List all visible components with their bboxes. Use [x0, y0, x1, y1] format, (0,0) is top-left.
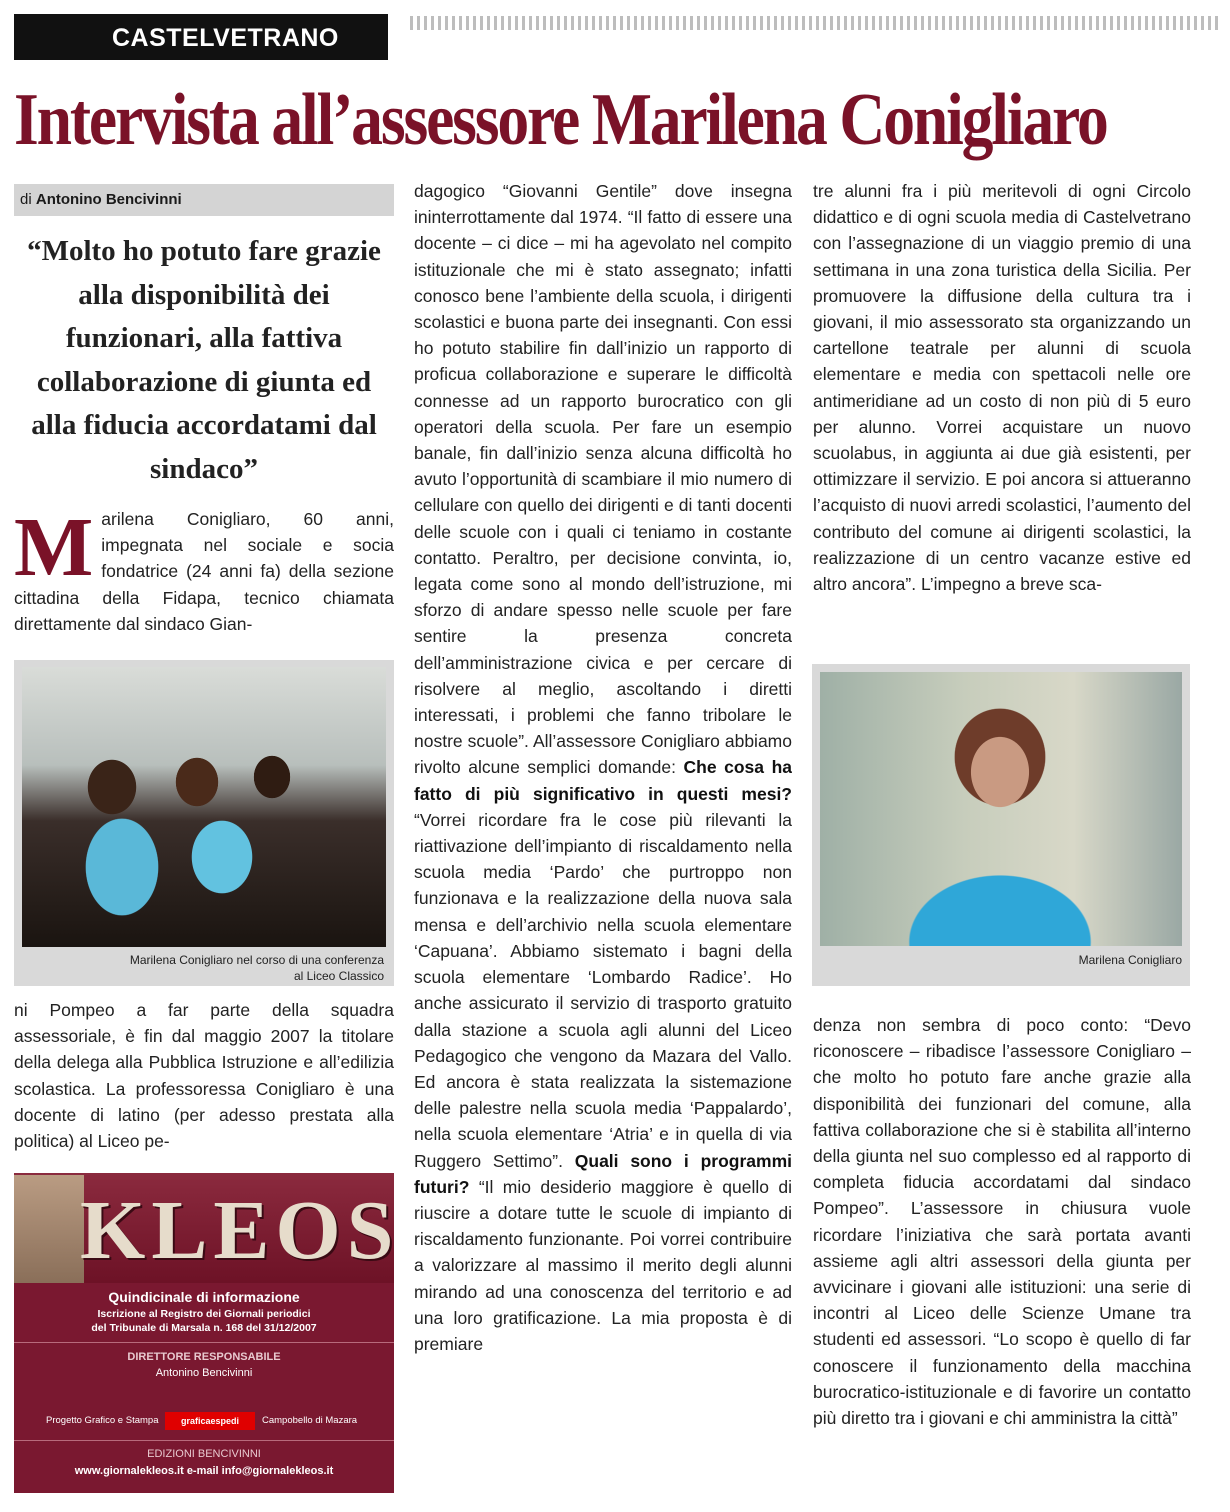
- question-2: Quali sono i programmi futuri?: [414, 1150, 792, 1197]
- printer-logo: graficaespedi: [165, 1412, 255, 1430]
- masthead-registration-1: Iscrizione al Registro dei Giornali periodici: [97, 1308, 311, 1320]
- article-col2-para3: “Il mio desiderio maggiore è quello di riuscire a dotare tutte le scuole di impianto di riscaldamento funzionante. Poi vorrei contribuire a valorizzare al massimo il merito degli alunni mirando ad una conoscenza del territorio e ad una loro gratificazione. La mia proposta è di premiare: [414, 1176, 792, 1354]
- article-column-1-bottom: ni Pompeo a far parte della squadra assessoriale, è fin dal maggio 2007 la titolare della delega alla Pubblica Istruzione e all’edilizia scolastica. La professoressa Conigliaro è una docente di latino (per adesso prestata alla politica) al Liceo pe-: [14, 1000, 394, 1152]
- photo-conference: [22, 667, 386, 947]
- masthead-logo: KLEOS: [80, 1184, 400, 1277]
- article-column-1-top: [14, 506, 394, 638]
- pull-quote: “Molto ho potuto fare grazie alla disponibilità dei funzionari, alla fattiva collaborazione di giunta ed alla fiducia accordatami dal sindaco”: [27, 235, 381, 485]
- section-stripes: [410, 16, 1218, 30]
- photo-conference-caption-line2: al Liceo Classico: [293, 969, 384, 983]
- section-label: CASTELVETRANO: [112, 19, 388, 57]
- drop-cap: M: [14, 506, 94, 594]
- photo-conference-caption-line1: Marilena Conigliaro nel corso di una conferenza: [129, 953, 384, 967]
- article-column-3-top: tre alunni fra i più meritevoli di ogni Circolo didattico e di ogni scuola media di Castelvetrano con l’assegnazione di un viaggio premio di una settimana in una zona turistica della Sicilia. Per promuovere la diffusione della cultura tra i giovani, il mio assessorato sta organizzando un cartellone teatrale per alunni di scuola elementare e media con spettacoli nelle ore antimeridiane ad un costo di non più di 5 euro per alunno. Vorrei acquistare un nuovo scuolabus, in aggiunta ai due già esistenti, per ottimizzare il servizio. E poi ancora si attueranno l’acquisto di nuovi arredi scolastici, l’aumento del contributo del comune ai dirigenti scolastici, la realizzazione di un centro vacanze estive ed altro ancora”. L’impegno a breve sca-: [813, 181, 1191, 595]
- masthead-web-link[interactable]: www.giornalekleos.it e-mail info@giornalekleos.it: [74, 1465, 334, 1477]
- temple-icon: [14, 1175, 84, 1283]
- photo-conference-caption: [22, 952, 384, 984]
- masthead-divider: [14, 1342, 394, 1343]
- question-1: Che cosa ha fatto di più significativo in questi mesi?: [414, 757, 792, 804]
- photo-portrait-caption: Marilena Conigliaro: [1078, 953, 1182, 967]
- masthead-director-name: Antonino Bencivinni: [155, 1367, 253, 1379]
- masthead-subtitle: Quindicinale di informazione: [108, 1289, 300, 1305]
- byline-author: Antonino Bencivinni: [35, 191, 182, 208]
- byline-prefix: di: [20, 191, 32, 208]
- masthead-divider-2: [14, 1440, 394, 1441]
- article-col2-para2: “Vorrei ricordare fra le cose più rilevanti la riattivazione dell’impianto di riscaldamento nella scuola media ‘Pardo’ che purtroppo non funzionava e la realizzazione della nuova sala mensa e dell’archivio nella scuola elementare ‘Capuana’. Abbiamo sistemato i bagni della scuola elementare ‘Lombardo Radice’. Ho anche assicurato il servizio di trasporto gratuito dalla stazione a scuola agli alunni del Liceo Pedagogico che vengono da Mazara del Vallo. Ed ancora è stata realizzata la sistemazione delle palestre nella scuola media ‘Pappalardo’, nella scuola elementare ‘Atria’ e in quella di via Ruggero Settimo”.: [414, 809, 792, 1171]
- article-col2-para1: dagogico “Giovanni Gentile” dove insegna ininterrottamente dal 1974. “Il fatto di essere una docente – ci dice – mi ha agevolato nel compito istituzionale che mi è stato assegnato; infatti conosco bene l’ambiente della scuola, i dirigenti scolastici e buona parte dei insegnanti. Con essi ho potuto stabilire fin dall’inizio un rapporto di proficua collaborazione e superare le difficoltà connesse ad un rapporto burocratico con gli operatori della scuola. Per fare un esempio banale, fin dall’inizio senza alcuna difficoltà ho avuto l’opportunità di scambiare il mio numero di cellulare con quello dei dirigenti e di tanti docenti delle scuole con i quali ci teniamo in costante contatto. Peraltro, per decisione convinta, io, legata come sono al mondo dell’istruzione, mi sforzo di andare spesso nelle scuole per fare sentire la presenza concreta dell’amministrazione civica e per cercare di risolvere al meglio, ascoltando i diretti interessati, i problemi che fanno tribolare le nostre scuole”. All’assessore Conigliaro abbiamo rivolto alcune semplici domande:: [414, 181, 792, 778]
- masthead-registration-2: del Tribunale di Marsala n. 168 del 31/12/2007: [91, 1322, 317, 1334]
- masthead-publisher: EDIZIONI BENCIVINNI: [147, 1448, 261, 1460]
- article-lead-text: arilena Conigliaro, 60 anni, impegnata nel sociale e socia fondatrice (24 anni fa) della sezione cittadina della Fidapa, tecnico chiamata direttamente dal sindaco Gian-: [14, 509, 394, 634]
- article-column-2: [414, 178, 792, 1488]
- masthead-credits-right: Campobello di Mazara: [262, 1415, 358, 1426]
- headline: Intervista all’assessore Marilena Conigliaro: [14, 79, 1107, 161]
- masthead-credits-left: Progetto Grafico e Stampa: [46, 1415, 159, 1426]
- photo-portrait: [820, 672, 1182, 946]
- masthead-director-label: DIRETTORE RESPONSABILE: [127, 1351, 281, 1363]
- byline: [14, 184, 394, 216]
- masthead-subtitle-block: [14, 1287, 394, 1335]
- article-column-3-bottom: denza non sembra di poco conto: “Devo riconoscere – ribadisce l’assessore Conigliaro – che molto ho potuto fare anche grazie alla disponibilità dei funzionari del comune, alla fattiva collaborazione che si è stabilita all’interno della giunta nel suo complesso ed al rapporto di completa fiducia accordatami dal sindaco Pompeo”. L’assessore in chiusura vuole ricordare l’iniziativa che sarà portata avanti assieme agli altri assessori della giunta per avvicinare i giovani alle istituzioni: una serie di incontri al Liceo delle Scienze Umane tra studenti ed assessori. “Lo scopo è quello di far conoscere il funzionamento della macchina burocratico-istituzionale e di favorire un contatto più diretto tra i giovani e chi amministra la città”: [813, 1015, 1191, 1429]
